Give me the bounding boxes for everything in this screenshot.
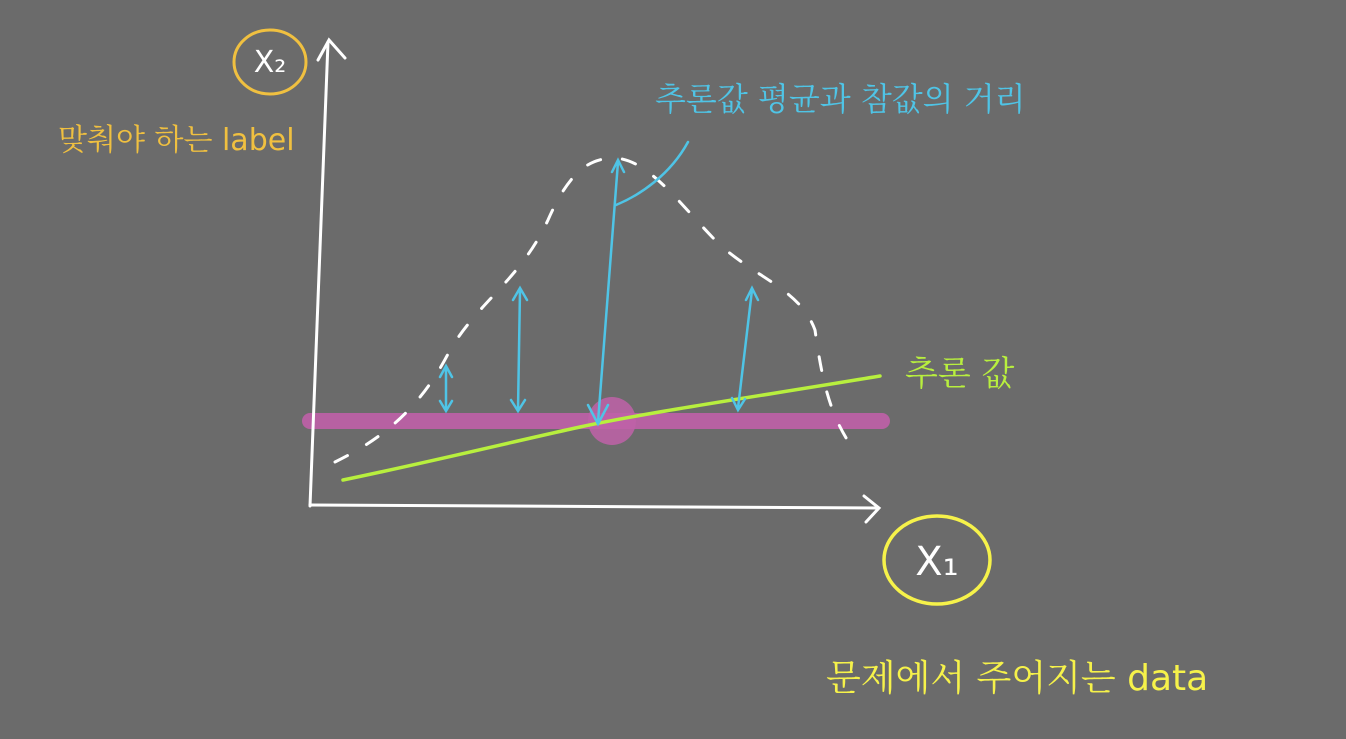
x-axis	[310, 505, 878, 508]
annotation-pointer	[616, 142, 688, 205]
pred-mean-distance-text: 추론값 평균과 참값의 거리	[655, 80, 1026, 118]
distance-arrow-center	[598, 162, 618, 422]
given-data-text: 문제에서 주어지는 data	[826, 658, 1209, 699]
y-axis	[310, 42, 328, 506]
distance-arrow-4	[738, 290, 752, 408]
y-axis-arrow-icon	[318, 40, 345, 60]
x1-axis-label: X₁	[915, 539, 959, 585]
distance-arrows	[440, 142, 758, 424]
prediction-value-text: 추론 값	[905, 354, 1015, 394]
label-to-match-text: 맞춰야 하는 label	[58, 123, 295, 158]
x2-axis-label: X₂	[253, 45, 287, 80]
distance-arrow-2	[518, 290, 520, 410]
